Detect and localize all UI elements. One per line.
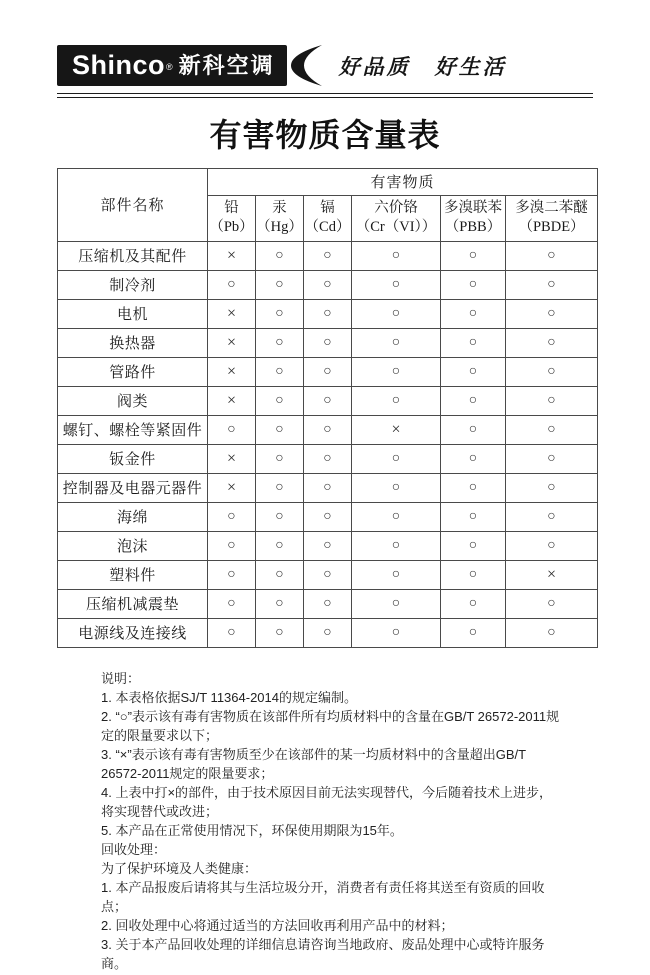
circle-mark: ○ (256, 473, 304, 502)
component-name: 电机 (58, 299, 208, 328)
circle-mark: ○ (256, 560, 304, 589)
circle-mark: ○ (506, 299, 598, 328)
circle-mark: ○ (441, 560, 506, 589)
table-row (58, 444, 598, 473)
circle-mark: ○ (208, 415, 256, 444)
logo-text-en: Shinco (72, 50, 166, 80)
circle-mark: ○ (304, 444, 352, 473)
circle-mark: ○ (352, 560, 441, 589)
circle-mark: ○ (256, 328, 304, 357)
circle-mark: ○ (352, 328, 441, 357)
table-row (58, 386, 598, 415)
circle-mark: ○ (208, 502, 256, 531)
component-name: 钣金件 (58, 444, 208, 473)
circle-mark: ○ (304, 357, 352, 386)
table-row (58, 560, 598, 589)
circle-mark: ○ (352, 299, 441, 328)
table-row (58, 357, 598, 386)
table-row (58, 270, 598, 299)
table-header-row-1 (58, 168, 598, 195)
circle-mark: ○ (304, 270, 352, 299)
registered-trademark-icon: ® (166, 61, 173, 72)
note-line: 4. 上表中打×的部件，由于技术原因目前无法实现替代，今后随着技术上进步，将实现替代或改进； (101, 784, 553, 819)
component-name: 压缩机及其配件 (58, 241, 208, 270)
circle-mark: ○ (304, 531, 352, 560)
component-column-header: 部件名称 (58, 168, 208, 241)
substances-group-header: 有害物质 (208, 168, 598, 195)
recycle-line: 1. 本产品报废后请将其与生活垃圾分开，消费者有责任将其送至有资质的回收点； (101, 879, 545, 914)
shinco-logo (57, 45, 287, 86)
circle-mark: ○ (256, 386, 304, 415)
circle-mark: ○ (441, 415, 506, 444)
hazardous-substance-table (57, 168, 598, 648)
circle-mark: ○ (256, 241, 304, 270)
note-line: 1. 本表格依据SJ/T 11364-2014的规定编制。 (101, 689, 357, 705)
circle-mark: ○ (304, 589, 352, 618)
circle-mark: ○ (506, 270, 598, 299)
circle-mark: ○ (256, 444, 304, 473)
circle-mark: ○ (256, 618, 304, 647)
cross-mark: × (208, 299, 256, 328)
circle-mark: ○ (506, 473, 598, 502)
circle-mark: ○ (506, 502, 598, 531)
table-row (58, 473, 598, 502)
circle-mark: ○ (441, 299, 506, 328)
cross-mark: × (208, 357, 256, 386)
circle-mark: ○ (441, 270, 506, 299)
circle-mark: ○ (208, 589, 256, 618)
component-name: 阀类 (58, 386, 208, 415)
circle-mark: ○ (352, 473, 441, 502)
cross-mark: × (208, 444, 256, 473)
circle-mark: ○ (441, 328, 506, 357)
circle-mark: ○ (506, 386, 598, 415)
component-name: 控制器及电器元器件 (58, 473, 208, 502)
component-name: 海绵 (58, 502, 208, 531)
circle-mark: ○ (208, 560, 256, 589)
table-row (58, 415, 598, 444)
circle-mark: ○ (441, 444, 506, 473)
circle-mark: ○ (256, 589, 304, 618)
circle-mark: ○ (441, 473, 506, 502)
header-divider (57, 93, 593, 98)
column-header-pbb: 多溴联苯 （PBB） (441, 195, 506, 241)
column-header-hg: 汞 （Hg） (256, 195, 304, 241)
circle-mark: ○ (441, 618, 506, 647)
table-row (58, 589, 598, 618)
circle-mark: ○ (506, 357, 598, 386)
circle-mark: ○ (304, 241, 352, 270)
circle-mark: ○ (304, 473, 352, 502)
column-header-cd: 镉 （Cd） (304, 195, 352, 241)
circle-mark: ○ (441, 502, 506, 531)
column-header-pbde: 多溴二苯醚 （PBDE） (506, 195, 598, 241)
circle-mark: ○ (352, 270, 441, 299)
component-name: 螺钉、螺栓等紧固件 (58, 415, 208, 444)
circle-mark: ○ (256, 270, 304, 299)
table-row (58, 618, 598, 647)
circle-mark: ○ (256, 357, 304, 386)
component-name: 电源线及连接线 (58, 618, 208, 647)
column-header-pb: 铅 （Pb） (208, 195, 256, 241)
recycle-heading: 回收处理： (101, 841, 167, 857)
circle-mark: ○ (506, 241, 598, 270)
notes-section (101, 669, 563, 973)
table-row (58, 328, 598, 357)
circle-mark: ○ (441, 589, 506, 618)
cross-mark: × (208, 386, 256, 415)
circle-mark: ○ (506, 589, 598, 618)
circle-mark: ○ (352, 589, 441, 618)
circle-mark: ○ (352, 531, 441, 560)
circle-mark: ○ (304, 415, 352, 444)
circle-mark: ○ (352, 502, 441, 531)
circle-mark: ○ (352, 357, 441, 386)
circle-mark: ○ (256, 299, 304, 328)
circle-mark: ○ (506, 415, 598, 444)
circle-mark: ○ (304, 560, 352, 589)
circle-mark: ○ (506, 444, 598, 473)
cross-mark: × (208, 241, 256, 270)
circle-mark: ○ (506, 531, 598, 560)
circle-mark: ○ (441, 386, 506, 415)
logo-text-cn: 新科空调 (178, 52, 275, 78)
cross-mark: × (208, 473, 256, 502)
cross-mark: × (352, 415, 441, 444)
brand-banner (57, 45, 593, 86)
circle-mark: ○ (304, 386, 352, 415)
note-line: 5. 本产品在正常使用情况下，环保使用期限为15年。 (101, 822, 403, 838)
table-row (58, 299, 598, 328)
substance-table-body (58, 241, 598, 647)
circle-mark: ○ (304, 618, 352, 647)
component-name: 管路件 (58, 357, 208, 386)
circle-mark: ○ (441, 531, 506, 560)
component-name: 泡沫 (58, 531, 208, 560)
circle-mark: ○ (256, 531, 304, 560)
component-name: 压缩机减震垫 (58, 589, 208, 618)
notes-list (101, 688, 563, 840)
circle-mark: ○ (208, 270, 256, 299)
circle-mark: ○ (352, 386, 441, 415)
component-name: 制冷剂 (58, 270, 208, 299)
recycle-line: 3. 关于本产品回收处理的详细信息请咨询当地政府、废品处理中心或特许服务商。 (101, 936, 545, 971)
table-row (58, 241, 598, 270)
circle-mark: ○ (304, 502, 352, 531)
page-title: 有害物质含量表 (209, 116, 441, 153)
circle-mark: ○ (304, 328, 352, 357)
notes-heading: 说明： (101, 670, 141, 686)
cross-mark: × (506, 560, 598, 589)
circle-mark: ○ (441, 241, 506, 270)
brand-slogan: 好品质 好生活 (338, 53, 507, 79)
circle-mark: ○ (304, 299, 352, 328)
component-name: 塑料件 (58, 560, 208, 589)
circle-mark: ○ (208, 531, 256, 560)
circle-mark: ○ (256, 502, 304, 531)
circle-mark: ○ (506, 328, 598, 357)
note-line: 3. “×”表示该有毒有害物质至少在该部件的某一均质材料中的含量超出GB/T 26572-2011规定的限量要求； (101, 746, 526, 781)
circle-mark: ○ (352, 444, 441, 473)
cross-mark: × (208, 328, 256, 357)
circle-mark: ○ (256, 415, 304, 444)
column-header-cr6: 六价铬 （Cr（VI）） (352, 195, 441, 241)
circle-mark: ○ (208, 618, 256, 647)
table-row (58, 502, 598, 531)
recycle-line: 2. 回收处理中心将通过适当的方法回收再利用产品中的材料； (101, 917, 454, 933)
note-line: 2. “○”表示该有毒有害物质在该部件所有均质材料中的含量在GB/T 26572-2011规定的限量要求以下； (101, 708, 560, 743)
circle-mark: ○ (506, 618, 598, 647)
logo-crescent-icon (291, 45, 325, 86)
circle-mark: ○ (352, 618, 441, 647)
circle-mark: ○ (352, 241, 441, 270)
table-row (58, 531, 598, 560)
recycle-intro: 为了保护环境及人类健康： (101, 860, 258, 876)
component-name: 换热器 (58, 328, 208, 357)
circle-mark: ○ (441, 357, 506, 386)
recycle-list (101, 878, 563, 973)
